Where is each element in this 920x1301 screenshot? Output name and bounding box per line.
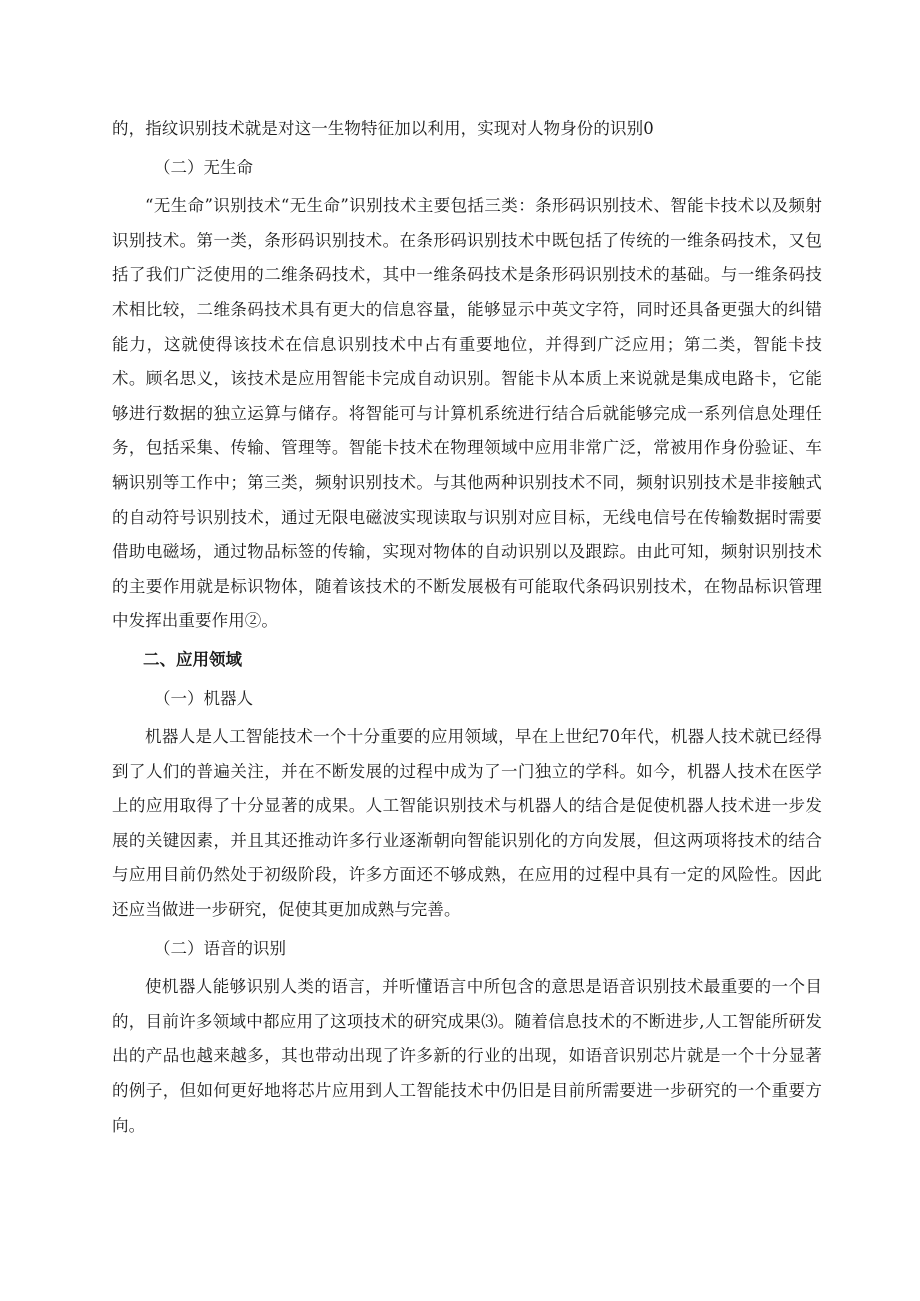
subheading-non-living: （二）无生命 [154, 157, 253, 177]
paragraph-robot: 机器人是人工智能技术一个十分重要的应用领域，早在上世纪70年代，机器人技术就已经得到了人们的普遍关注，并在不断发展的过程中成为了一门独立的学科。如今，机器人技术在医学上的应用取得了十分显著的成果。人工智能识别技术与机器人的结合是促使机器人技术进一步发展的关键因素，并且其还推动许多行业逐渐朝向智能识别化的方向发展，但这两项将技术的结合与应用目前仍然处于初级阶段，许多方面还不够成熟，在应用的过程中具有一定的风险性。因此还应当做进一步研究，促使其更加成熟与完善。 [112, 727, 822, 920]
subheading-speech-recognition: （二）语音的识别 [154, 938, 286, 958]
document-page [112, 112, 822, 1143]
paragraph-non-living-identification: “无生命”识别技术“无生命”识别技术主要包括三类：条形码识别技术、智能卡技术以及频射识别技术。第一类，条形码识别技术。在条形码识别技术中既包括了传统的一维条码技术，又包括了我们广泛使用的二维条码技术，其中一维条码技术是条形码识别技术的基础。与一维条码技术相比较，二维条码技术具有更大的信息容量，能够显示中英文字符，同时还具备更强大的纠错能力，这就使得该技术在信息识别技术中占有重要地位，并得到广泛应用；第二类，智能卡技术。顾名思义，该技术是应用智能卡完成自动识别。智能卡从本质上来说就是集成电路卡，它能够进行数据的独立运算与储存。将智能可与计算机系统进行结合后就能够完成一系列信息处理任务，包括采集、传输、管理等。智能卡技术在物理领域中应用非常广泛，常被用作身份验证、车辆识别等工作中；第三类，频射识别技术。与其他两种识别技术不同，频射识别技术是非接触式的自动符号识别技术，通过无限电磁波实现读取与识别对应目标，无线电信号在传输数据时需要借助电磁场，通过物品标签的传输，实现对物体的自动识别以及跟踪。由此可知，频射识别技术的主要作用就是标识物体，随着该技术的不断发展极有可能取代条码识别技术，在物品标识管理中发挥出重要作用②。 [112, 196, 822, 631]
section-heading-application-fields: 二、应用领域 [143, 649, 242, 669]
paragraph-fingerprint-end: 的，指纹识别技术就是对这一生物特征加以利用，实现对人物身份的识别0 [112, 119, 654, 138]
paragraph-speech-recognition: 使机器人能够识别人类的语言，并听懂语言中所包含的意思是语音识别技术最重要的一个目的，目前许多领域中都应用了这项技术的研究成果⑶。随着信息技术的不断进步,人工智能所研发出的产品也越来越多，其也带动出现了许多新的行业的出现，如语音识别芯片就是一个十分显著的例子，但如何更好地将芯片应用到人工智能技术中仍旧是目前所需要进一步研究的一个重要方向。 [112, 977, 822, 1135]
subheading-robot: （一）机器人 [154, 688, 253, 708]
